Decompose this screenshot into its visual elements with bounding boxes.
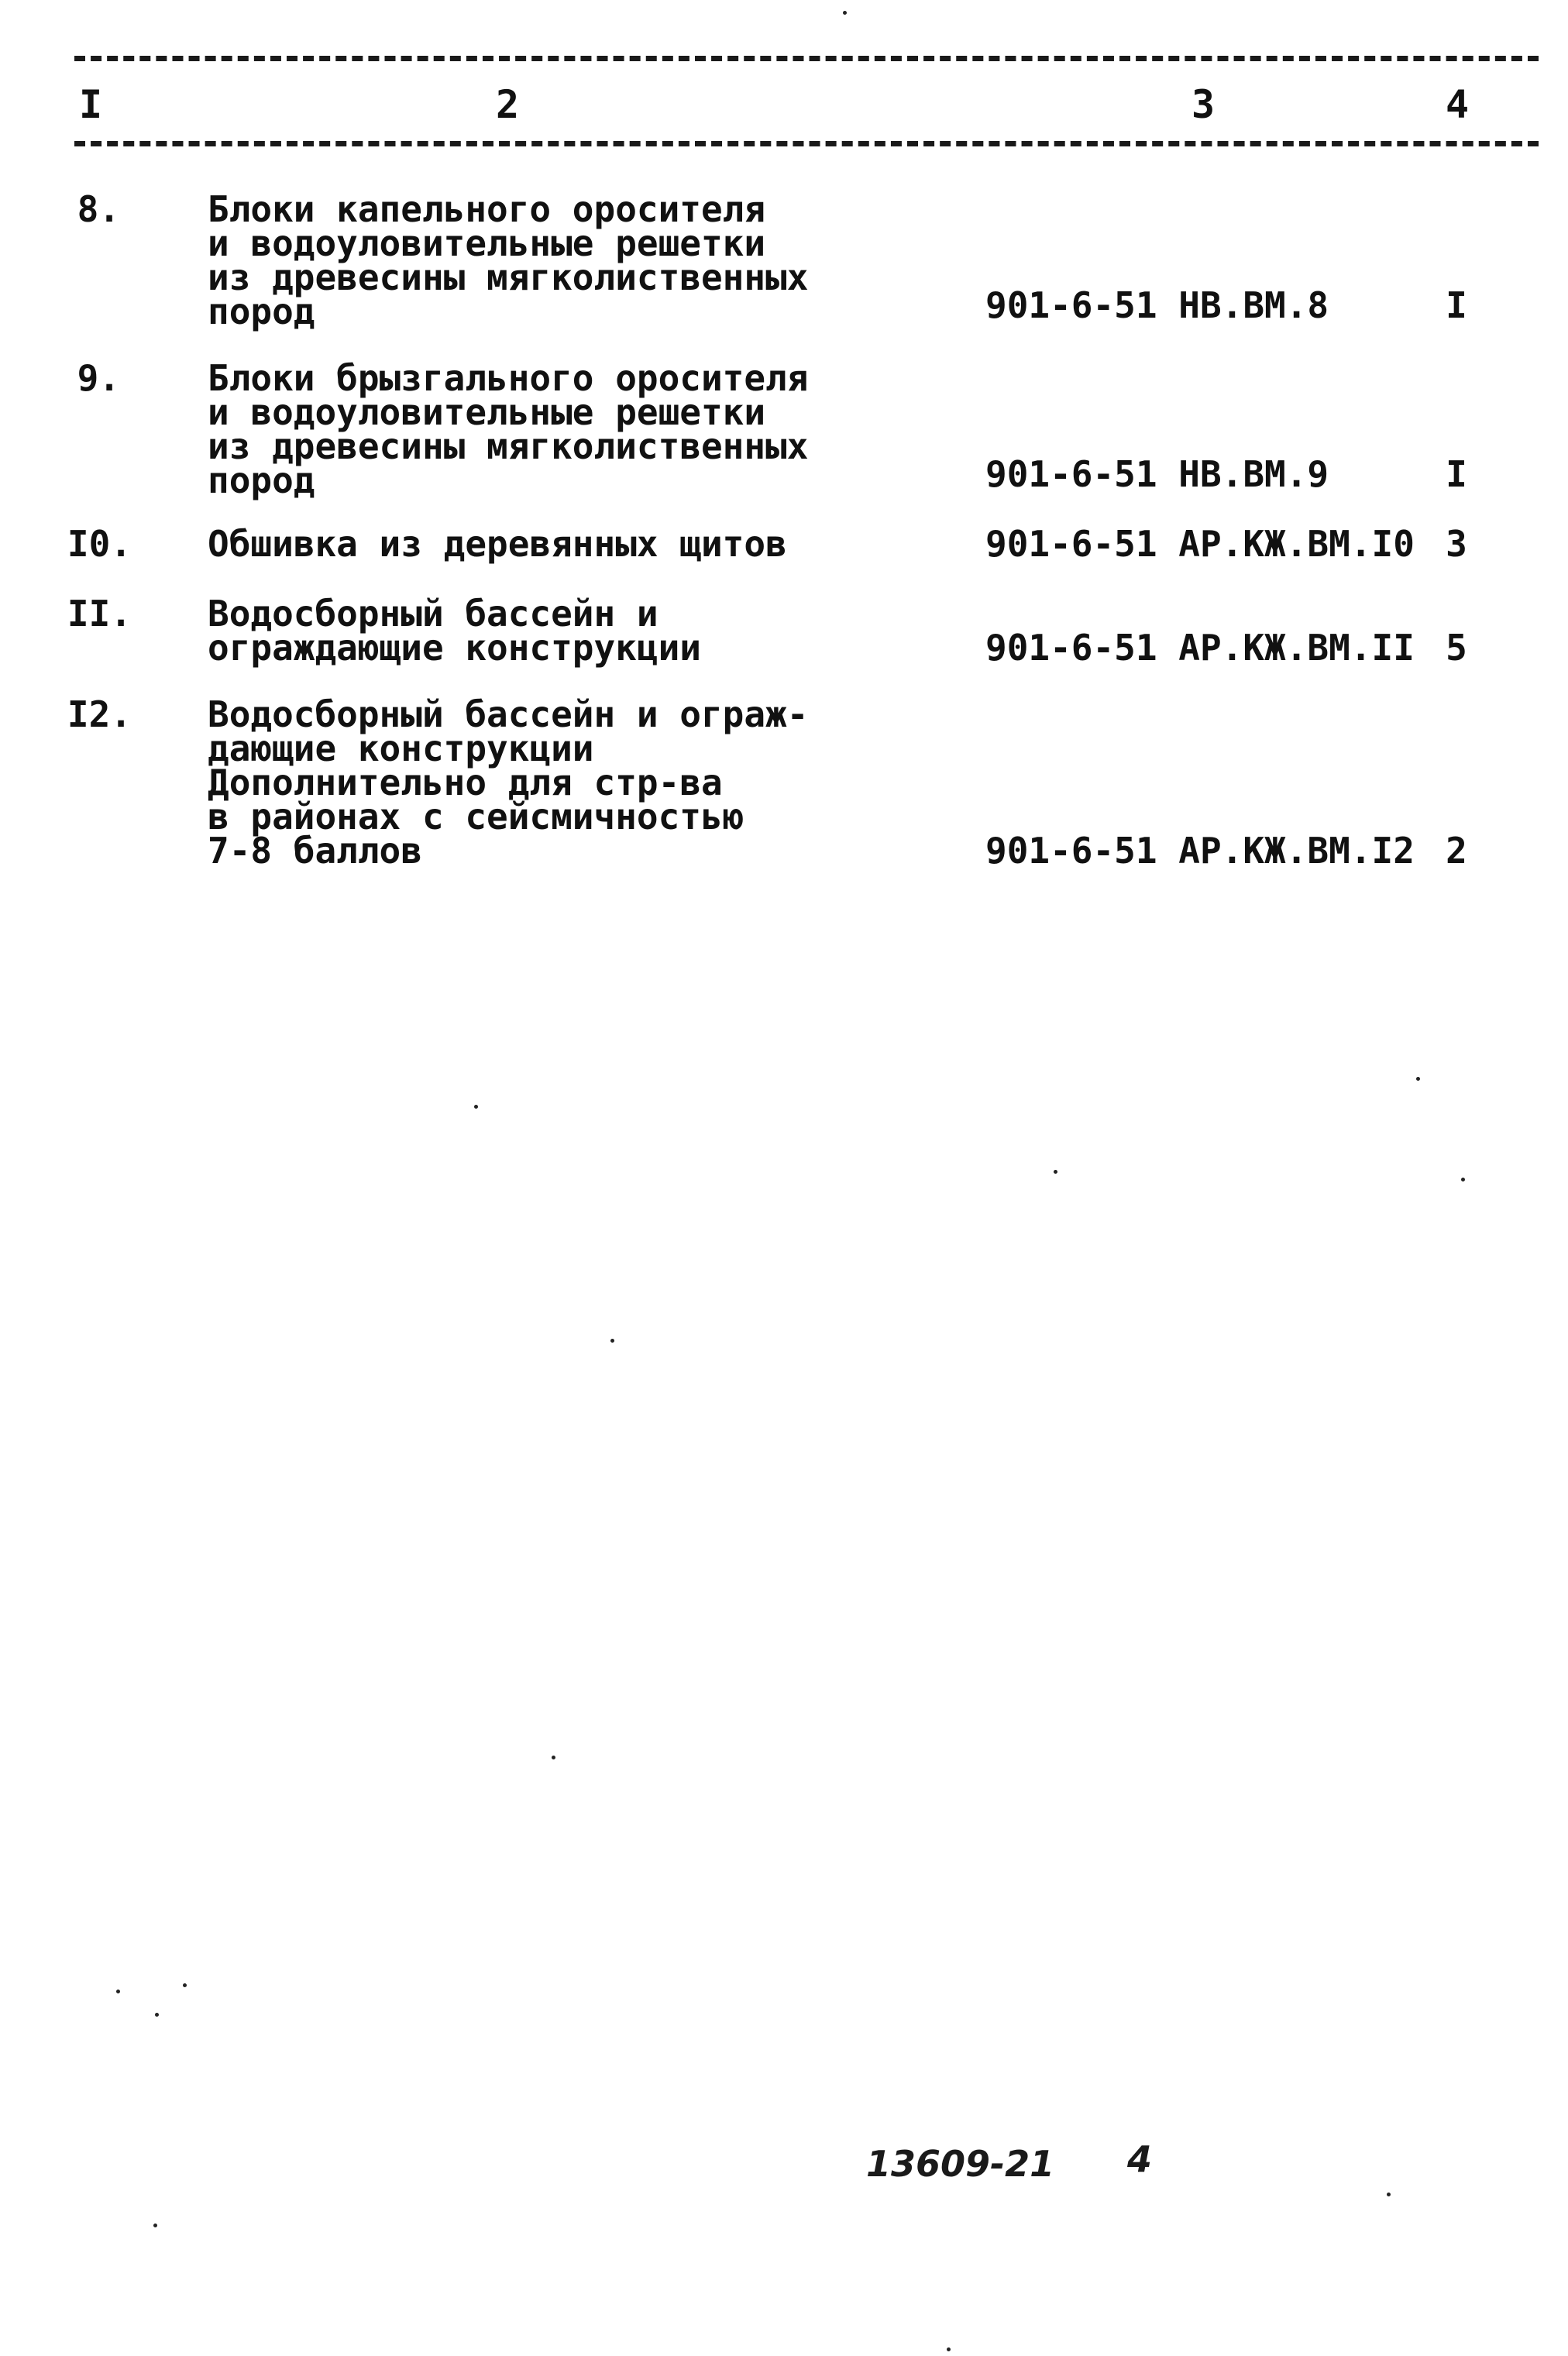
description-line: из древесины мягколиственных (208, 256, 809, 298)
document-number: 13609-21 (866, 2143, 1055, 2185)
column-header-3: 3 (1191, 82, 1216, 127)
row-description (208, 593, 701, 669)
description-line: пород (208, 459, 315, 501)
row-quantity: 3 (1446, 523, 1467, 565)
scan-speck (474, 1105, 478, 1109)
description-line: ограждающие конструкции (208, 627, 701, 669)
row-number: I0. (67, 523, 132, 565)
row-quantity: 2 (1446, 830, 1467, 872)
row-number: I2. (67, 693, 132, 735)
column-header-1: I (79, 82, 103, 127)
description-line: и водоуловительные решетки (208, 222, 766, 264)
scan-speck (843, 11, 847, 15)
scan-speck (610, 1339, 614, 1343)
description-line: Блоки капельного оросителя (208, 188, 766, 230)
row-code: 901-6-51 НВ.ВМ.9 (985, 453, 1329, 495)
scan-speck (153, 2224, 157, 2227)
header-bottom-rule (74, 141, 1539, 146)
description-line: дающие конструкции (208, 727, 594, 769)
description-line: и водоуловительные решетки (208, 391, 766, 433)
row-code: 901-6-51 АР.КЖ.ВМ.I2 (985, 830, 1415, 872)
page-number: 4 (1127, 2138, 1153, 2180)
scan-speck (1387, 2193, 1391, 2196)
header-top-rule (74, 56, 1539, 61)
row-quantity: 5 (1446, 627, 1467, 669)
description-line: пород (208, 291, 315, 332)
row-description (208, 523, 787, 565)
row-number: 8. (77, 188, 120, 230)
row-description (208, 357, 809, 501)
description-line: Водосборный бассейн и (208, 593, 658, 635)
row-description (208, 693, 809, 872)
description-line: Блоки брызгального оросителя (208, 357, 809, 399)
row-number: 9. (77, 357, 120, 399)
scan-speck (947, 2347, 951, 2351)
description-line: 7-8 баллов (208, 830, 422, 872)
description-line: Водосборный бассейн и ограж- (208, 693, 809, 735)
scan-speck (1054, 1170, 1057, 1174)
scan-speck (1416, 1077, 1420, 1081)
scan-speck (116, 1990, 120, 1993)
row-code: 901-6-51 АР.КЖ.ВМ.I0 (985, 523, 1415, 565)
description-line: в районах с сейсмичностью (208, 796, 744, 837)
row-code: 901-6-51 НВ.ВМ.8 (985, 284, 1329, 326)
scan-speck (183, 1983, 187, 1987)
scan-speck (155, 2013, 159, 2017)
row-code: 901-6-51 АР.КЖ.ВМ.II (985, 627, 1415, 669)
row-quantity: I (1446, 453, 1467, 495)
row-description (208, 188, 809, 332)
column-header-2: 2 (496, 82, 520, 127)
row-quantity: I (1446, 284, 1467, 326)
scan-speck (1461, 1178, 1465, 1181)
scan-speck (552, 1756, 555, 1759)
description-line: из древесины мягколиственных (208, 425, 809, 467)
column-header-4: 4 (1446, 82, 1470, 127)
row-number: II. (67, 593, 132, 635)
description-line: Обшивка из деревянных щитов (208, 523, 787, 565)
description-line: Дополнительно для стр-ва (208, 762, 723, 803)
